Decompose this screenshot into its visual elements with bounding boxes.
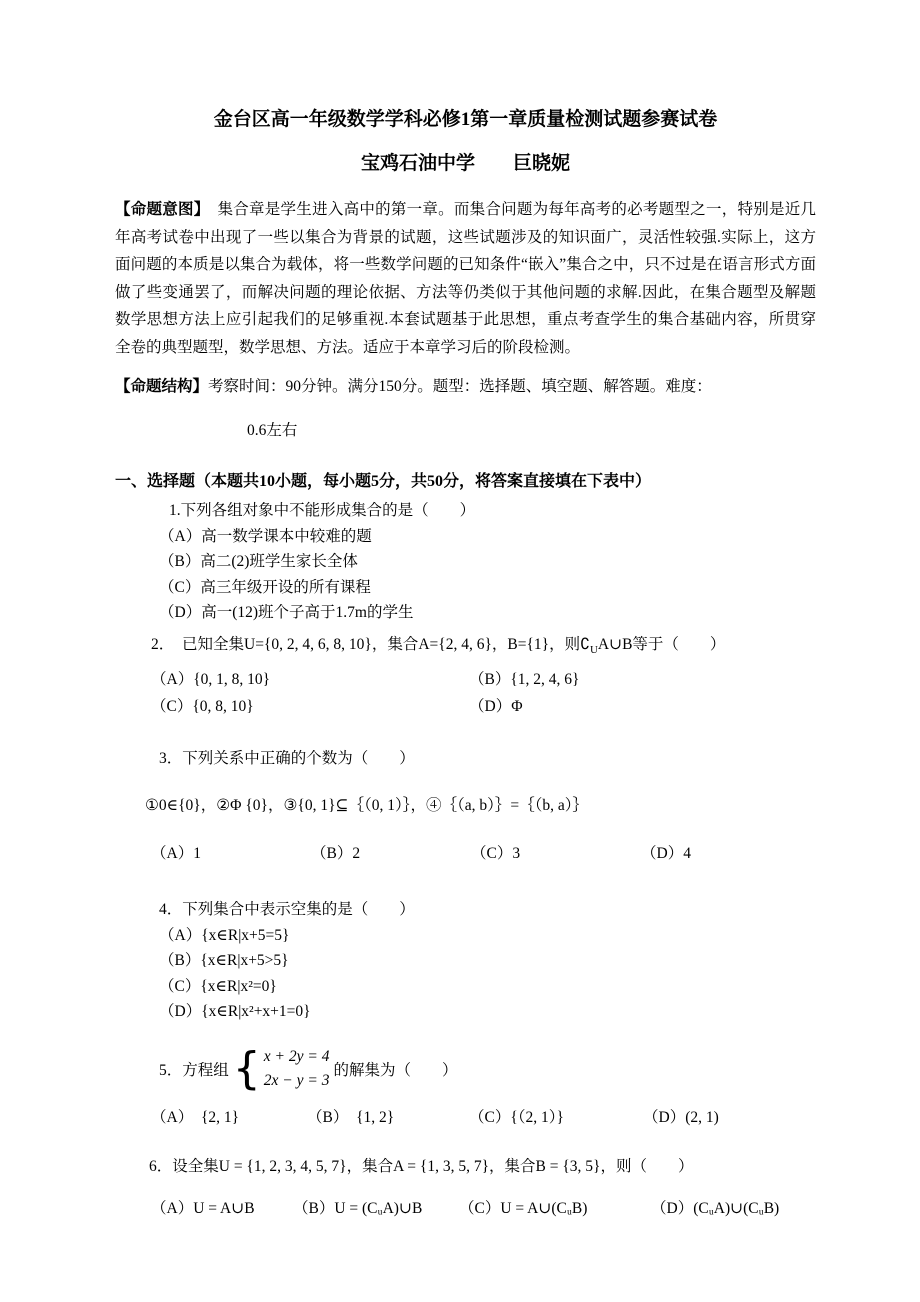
question-6-option-a: （A）U = A∪B xyxy=(151,1199,255,1217)
question-1-option-c: （C）高三年级开设的所有课程 xyxy=(159,578,371,596)
question-2-stem xyxy=(115,631,816,664)
system-brace: { xyxy=(232,1042,261,1094)
question-5-option-d: （D）(2, 1) xyxy=(643,1108,719,1126)
question-4-option-c: （C）{x∈R|x²=0} xyxy=(159,977,277,995)
question-1-stem: 1.下列各组对象中不能形成集合的是（ ） xyxy=(169,502,476,519)
question-3-options xyxy=(115,841,816,867)
question-1-option-b: （B）高二(2)班学生家长全体 xyxy=(159,553,358,570)
intent-label: 【命题意图】 xyxy=(115,201,202,218)
question-5-stem xyxy=(115,1042,816,1094)
question-6-stem: 6．设全集U = {1, 2, 3, 4, 5, 7}，集合A = {1, 3, 5, 7}，集合B = {3, 5}，则（ ） xyxy=(149,1157,694,1175)
question-2-stem-post: A∪B等于（ ） xyxy=(597,635,726,653)
question-4-option-a: （A）{x∈R|x+5=5} xyxy=(159,926,290,944)
question-1 xyxy=(115,498,816,626)
section-heading: 一、选择题（本题共10小题，每小题5分，共50分，将答案直接填在下表中） xyxy=(115,473,652,490)
question-1-option-d: （D）高一(12)班个子高于1.7m的学生 xyxy=(159,604,414,621)
question-5-prefix: 5．方程组 xyxy=(159,1061,229,1079)
question-3-option-d: （D）4 xyxy=(641,845,691,863)
structure-paragraph xyxy=(115,373,816,401)
question-5-suffix: 的解集为（ ） xyxy=(333,1061,458,1079)
question-3 xyxy=(115,746,816,868)
question-3-relations: ①0∈{0}，②Φ {0}，③{0, 1}⊆｛（0, 1）｝，④｛（a, b）｝=｛（b, a）｝ xyxy=(145,797,588,815)
equation-1: x + 2y = 4 xyxy=(263,1047,330,1065)
question-5 xyxy=(115,1042,816,1131)
question-6-option-b: （B）U = (CᵤA)∪B xyxy=(293,1199,423,1217)
question-6-option-d: （D）(CᵤA)∪(CᵤB) xyxy=(651,1199,780,1217)
question-2-option-a: （A）{0, 1, 8, 10} xyxy=(151,670,271,688)
structure-label: 【命题结构】 xyxy=(115,378,209,395)
equation-system xyxy=(264,1045,330,1093)
question-5-option-b: （B） {1, 2} xyxy=(307,1108,395,1126)
question-5-options xyxy=(115,1105,816,1131)
question-2-option-c: （C）{0, 8, 10} xyxy=(151,697,254,715)
question-2-options xyxy=(115,666,816,720)
question-2-option-b: （B）{1, 2, 4, 6} xyxy=(469,670,580,688)
question-4-option-d: （D）{x∈R|x²+x+1=0} xyxy=(159,1003,311,1021)
question-1-option-a: （A）高一数学课本中较难的题 xyxy=(159,527,372,545)
question-3-option-a: （A）1 xyxy=(151,845,201,863)
document-title: 金台区高一年级数学学科必修1第一章质量检测试题参赛试卷 xyxy=(213,109,718,130)
intent-paragraph xyxy=(115,196,816,361)
question-4 xyxy=(115,897,816,1025)
document-subtitle: 宝鸡石油中学 巨晓妮 xyxy=(360,153,570,174)
equation-2: 2x − y = 3 xyxy=(263,1071,330,1089)
question-4-option-b: （B）{x∈R|x+5>5} xyxy=(159,952,289,970)
structure-text: 考察时间：90分钟。满分150分。题型：选择题、填空题、解答题。难度： xyxy=(208,378,712,395)
question-3-option-c: （C）3 xyxy=(471,845,521,863)
question-3-stem: 3．下列关系中正确的个数为（ ） xyxy=(159,749,415,767)
question-2-stem-pre: 2． 已知全集U={0, 2, 4, 6, 8, 10}，集合A={2, 4, 6}，B={1}，则∁ xyxy=(151,635,590,653)
intent-text: 集合章是学生进入高中的第一章。而集合问题为每年高考的必考题型之一，特别是近几年高考试卷中出现了一些以集合为背景的试题，这些试题涉及的知识面广，灵活性较强.实际上，这方面问题的本质是以集合为载体，将一些数学问题的已知条件“嵌入”集合之中，只不过是在语言形式方面做了些变通罢了，而解决问题的理论依据、方法等仍类似于其他问题的求解.因此，在集合题型及解题数学思想方法上应引起我们的足够重视.本套试题基于此思想，重点考查学生的集合基础内容，所贯穿全卷的典型题型，数学思想、方法。适应于本章学习后的阶段检测。 xyxy=(115,201,816,356)
question-6 xyxy=(115,1153,816,1222)
question-6-options xyxy=(115,1196,816,1222)
question-3-option-b: （B）2 xyxy=(311,845,361,863)
question-2 xyxy=(115,631,816,720)
question-4-stem: 4．下列集合中表示空集的是（ ） xyxy=(159,901,415,919)
complement-subscript: U xyxy=(589,643,598,656)
question-6-option-c: （C）U = A∪(CᵤB) xyxy=(459,1199,588,1217)
question-2-option-d: （D）Φ xyxy=(469,697,523,715)
question-5-option-a: （A） {2, 1} xyxy=(151,1108,240,1126)
difficulty-line: 0.6左右 xyxy=(247,421,298,439)
question-5-option-c: （C）{（2, 1）} xyxy=(469,1108,564,1126)
